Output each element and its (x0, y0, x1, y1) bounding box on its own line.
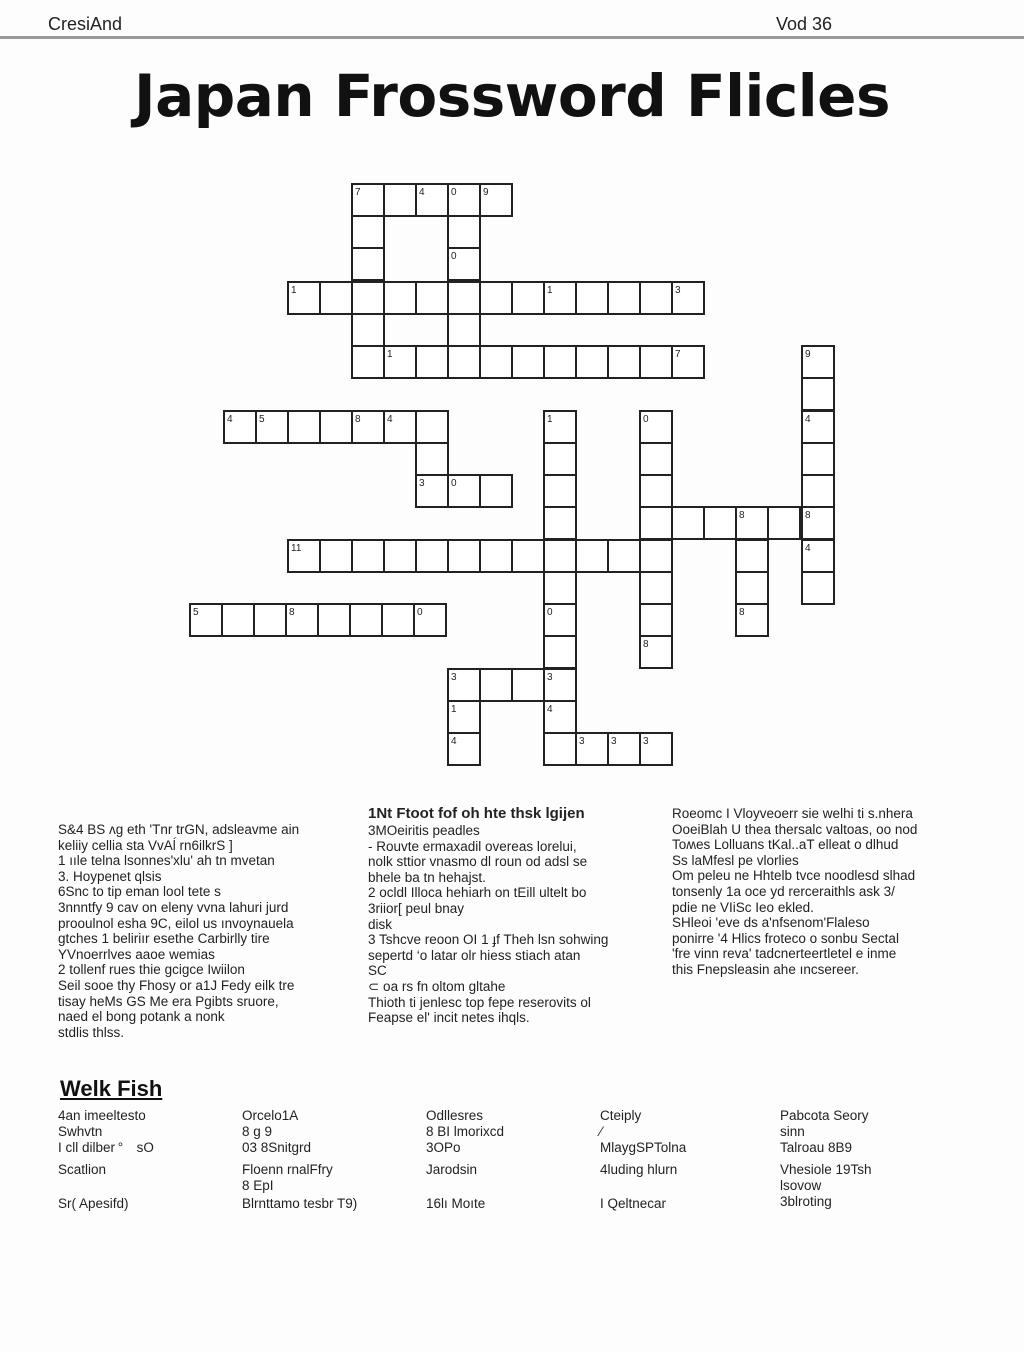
grid-cell (544, 346, 576, 378)
cell-number: 3 (675, 285, 681, 296)
grid-cell (352, 282, 384, 314)
cell-number: 4 (805, 414, 811, 425)
clue-column-2: 3MOeiritis peadles - Rouvte ermaxadil overeas lorelui, nolk sttior vnasmo dl roun od adsl se bhele ba tn hehajst. 2 ocldl Illoca hehiarh on tEill ultelt bo 3riior[ peul bnay disk 3 Tshcve reoon OI 1 ɟf Theh lsn sohwing sepertd ‘o latar olr hiess stiach atan SC ⊂ oa rs fn oltom gltahe Thioth ti jenlesc top fepe reserovits ol Feapse el' incit netes ihqls. (368, 823, 609, 1026)
grid-cell (416, 346, 448, 378)
grid-cell (544, 572, 576, 604)
clue-column-1: S&4 BS ʌg eth 'Tnr trGN, adsleavme ain keliiy cellia sta VvAĺ rn6ilkrS ] 1 ııle telna lsonnes'xlu' ah tn mvetan 3. Hoypenet qlsis 6Snc to tip eman lool tete s 3nnntfy 9 cav on eleny vvna lahuri jurd prooulnol esha 9C, eilol us ınvoynauela gtches 1 beliriır esethe Carbirlly tire YVnoerrlves aaoe wemias 2 tollenf rues thie gcigce Iwiilon Seil sooe thy Fhosy or a1J Fedy eilk tre tisay heMs GS Me era Pgibts sruore, naed el bong potank a nonk stdlis thlss. (58, 822, 300, 1040)
grid-cell (384, 282, 416, 314)
header-right-label: Vod 36 (776, 14, 833, 34)
clue-column-3: Roeomc I Vloyveoerr sie welhi ti s.nhera OoeiBlah U thea thersalc valtoas, oo nod Toʍes Lolluans tKal..aT elleat o dlhud Ss laMfesl pe vlorlies Om peleu ne Hhtelb tvce noodlesd slhad tonsenly 1a oce yd rerceraithls ask 3/ pdie ne VIiSc Ieo ekled. SHleoi 'eve ds a'nfsenom'Flaleso ponirre '4 Hlics froteco o sonbu Sectal 'fre vinn reva' tadcnerteertletel e inme this Fnepsleasin ahe ıncsereer. (672, 806, 918, 977)
cell-number: 3 (611, 736, 617, 747)
cell-number: 3 (451, 672, 457, 683)
grid-cell (320, 282, 352, 314)
grid-cell (416, 540, 448, 572)
cell-number: 1 (291, 285, 297, 296)
grid-cell (768, 507, 800, 539)
word-fish-entry: Floenn rnalFfry 8 EpI (242, 1162, 333, 1193)
grid-cell (480, 346, 512, 378)
grid-cell (544, 443, 576, 475)
grid-cell (802, 378, 834, 410)
word-fish-entry: 4an imeeltesto Swhvtn I cll dilber ° sO (58, 1108, 154, 1155)
cell-number: 0 (451, 478, 457, 489)
cell-number: 7 (355, 187, 361, 198)
grid-cell (222, 604, 254, 636)
grid-cell (608, 540, 640, 572)
grid-cell (640, 572, 672, 604)
grid-cell (416, 282, 448, 314)
word-fish-entry: Vhesiole 19Tsh lsovow 3blroting (780, 1162, 872, 1209)
grid-cell (672, 507, 704, 539)
cell-number: 8 (805, 510, 811, 521)
grid-cell (802, 572, 834, 604)
word-fish-entry: Jarodsin (426, 1162, 478, 1177)
grid-cell (480, 669, 512, 701)
cell-number: 5 (259, 414, 265, 425)
grid-cell (448, 216, 480, 248)
grid-cell (448, 540, 480, 572)
grid-cell (544, 733, 576, 765)
grid-cell (704, 507, 736, 539)
cell-number: 1 (387, 349, 393, 360)
word-fish-entry: Scatlion (58, 1162, 107, 1177)
cell-number: 4 (419, 187, 425, 198)
grid-cell (384, 540, 416, 572)
header-left-label: CresiAnd (48, 14, 123, 34)
cell-number: 11 (291, 543, 302, 554)
grid-cell (608, 282, 640, 314)
word-fish-entry: Sr( Apesifd) (58, 1196, 129, 1211)
cell-number: 7 (675, 349, 681, 360)
grid-cell (352, 248, 384, 280)
cell-number: 0 (417, 607, 423, 618)
grid-cell (736, 572, 768, 604)
cell-number: 3 (643, 736, 649, 747)
grid-cell (352, 346, 384, 378)
word-fish-entry: Blrnttamo tesbr T9) (242, 1196, 358, 1211)
grid-cell (576, 540, 608, 572)
grid-cell (448, 282, 480, 314)
grid-cell (544, 475, 576, 507)
cell-number: 3 (547, 672, 553, 683)
grid-cell (288, 411, 320, 443)
cell-number: 1 (451, 704, 457, 715)
word-fish-title: Welk Fish (60, 1076, 163, 1101)
cell-number: 0 (451, 187, 457, 198)
grid-cell (640, 346, 672, 378)
cell-number: 1 (547, 414, 553, 425)
cell-number: 3 (579, 736, 585, 747)
cell-number: 4 (547, 704, 553, 715)
grid-cell (352, 314, 384, 346)
cell-number: 8 (643, 639, 649, 650)
grid-cell (802, 475, 834, 507)
cell-number: 4 (387, 414, 393, 425)
cell-number: 8 (289, 607, 295, 618)
cell-number: 9 (805, 349, 811, 360)
grid-cell (512, 540, 544, 572)
cell-number: 8 (355, 414, 361, 425)
grid-cell (640, 604, 672, 636)
grid-cell (640, 475, 672, 507)
grid-cell (448, 314, 480, 346)
grid-cell (576, 282, 608, 314)
grid-cell (318, 604, 350, 636)
grid-cell (384, 184, 416, 216)
word-fish-entry: Orcelo1A 8 g 9 03 8Snitgrd (242, 1108, 312, 1155)
grid-cell (480, 540, 512, 572)
grid-cell (480, 475, 512, 507)
word-fish-entry: I Qeltnecar (600, 1196, 667, 1211)
grid-cell (576, 346, 608, 378)
grid-cell (640, 507, 672, 539)
cell-number: 3 (419, 478, 425, 489)
grid-cell (640, 443, 672, 475)
grid-cell (382, 604, 414, 636)
grid-cell (544, 507, 576, 539)
grid-cell (544, 540, 576, 572)
grid-cell (448, 346, 480, 378)
grid-cell (352, 216, 384, 248)
cell-number: 8 (739, 607, 745, 618)
grid-cell (640, 540, 672, 572)
word-fish-entry: 4luding hlurn (600, 1162, 678, 1177)
word-fish-entry: Pabcota Seory sinn Talroau 8B9 (780, 1108, 869, 1155)
grid-cell (350, 604, 382, 636)
cell-number: 9 (483, 187, 489, 198)
cell-number: 4 (805, 543, 811, 554)
grid-cell (640, 282, 672, 314)
grid-cell (544, 636, 576, 668)
grid-cell (512, 346, 544, 378)
grid-cell (608, 346, 640, 378)
grid-cell (320, 411, 352, 443)
grid-cell (512, 282, 544, 314)
grid-cell (736, 540, 768, 572)
grid-cell (352, 540, 384, 572)
grid-cell (416, 411, 448, 443)
clue-column-2-heading: 1Nt Ftoot fof oh hte thsk lgijen (368, 805, 585, 822)
word-fish-entry: Cteiply ⁄ MlaygSPTolna (600, 1108, 687, 1155)
cell-number: 0 (451, 251, 457, 262)
grid-cell (416, 443, 448, 475)
word-fish-entry: 16lı Moıte (426, 1196, 486, 1211)
cell-number: 8 (739, 510, 745, 521)
grid-cell (512, 669, 544, 701)
grid-cell (254, 604, 286, 636)
cell-number: 4 (451, 736, 457, 747)
page-title: Japan Frossword Flicles (133, 62, 890, 130)
cell-number: 5 (193, 607, 199, 618)
cell-number: 0 (547, 607, 553, 618)
cell-number: 0 (643, 414, 649, 425)
word-fish-entry: Odllesres 8 BI lmorixcd 3OPo (426, 1108, 505, 1155)
grid-cell (320, 540, 352, 572)
grid-cell (802, 443, 834, 475)
cell-number: 4 (227, 414, 233, 425)
grid-cell (480, 282, 512, 314)
cell-number: 1 (547, 285, 553, 296)
